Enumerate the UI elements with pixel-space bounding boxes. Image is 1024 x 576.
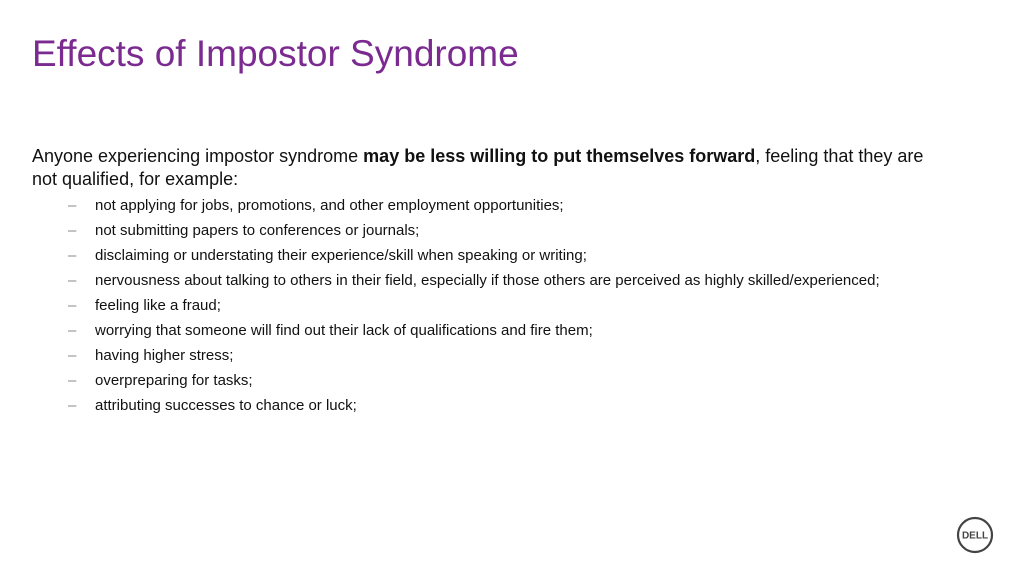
- intro-text-start: Anyone experiencing impostor syndrome: [32, 146, 364, 166]
- list-item: [68, 321, 888, 341]
- list-item-text: nervousness about talking to others in their field, especially if those others are perceived as highly skilled/experienced;: [95, 272, 880, 289]
- list-item-text: disclaiming or understating their experience/skill when speaking or writing;: [95, 247, 587, 264]
- dash-marker: –: [68, 247, 77, 264]
- effects-list: [68, 196, 888, 421]
- intro-paragraph: [32, 145, 932, 191]
- list-item-text: worrying that someone will find out their lack of qualifications and fire them;: [95, 322, 593, 339]
- logo-wordmark: DELL: [961, 530, 989, 542]
- dash-marker: –: [68, 347, 77, 364]
- dash-marker: –: [68, 297, 77, 314]
- list-item: [68, 196, 888, 216]
- slide-title: Effects of Impostor Syndrome: [32, 33, 519, 74]
- list-item-text: attributing successes to chance or luck;: [95, 397, 357, 414]
- dell-logo: [956, 516, 994, 554]
- dash-marker: –: [68, 372, 77, 389]
- list-item: [68, 221, 888, 241]
- list-item-text: feeling like a fraud;: [95, 297, 221, 314]
- dash-marker: –: [68, 272, 77, 289]
- list-item-text: not submitting papers to conferences or journals;: [95, 222, 420, 239]
- list-item: [68, 296, 888, 316]
- list-item: [68, 271, 888, 291]
- list-item-text: overpreparing for tasks;: [95, 372, 253, 389]
- dash-marker: –: [68, 197, 77, 214]
- dash-marker: –: [68, 322, 77, 339]
- list-item: [68, 246, 888, 266]
- intro-text-end: , feeling that they are not qualified, for example:: [32, 146, 924, 189]
- list-item-text: not applying for jobs, promotions, and other employment opportunities;: [95, 197, 564, 214]
- list-item: [68, 396, 888, 416]
- intro-emphasis: may be less willing to put themselves forward: [363, 146, 756, 166]
- dash-marker: –: [68, 397, 77, 414]
- list-item: [68, 346, 888, 366]
- dash-marker: –: [68, 222, 77, 239]
- list-item-text: having higher stress;: [95, 347, 234, 364]
- list-item: [68, 371, 888, 391]
